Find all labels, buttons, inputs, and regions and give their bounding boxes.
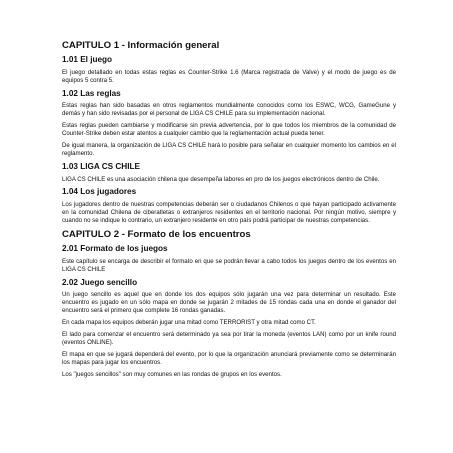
- section-1-03-heading: 1.03 LIGA CS CHILE: [62, 162, 140, 171]
- section-2-02-heading: 2.02 Juego sencillo: [62, 277, 138, 287]
- section-1-02-paragraph-2: Estas reglas pueden cambiarse y modificarse sin previa advertencia, por lo que todos los miembros de la comunidad de Counter-Strike deben estar atentos a cualquier cambio que la reglamentación actual pueda tener.: [62, 122, 396, 138]
- chapter-2-title: CAPITULO 2 - Formato de los encuentros: [62, 229, 251, 240]
- section-2-02-paragraph-2: En cada mapa los equipos deberán jugar una mitad como TERRORIST y otra mitad como CT.: [62, 319, 316, 327]
- section-2-02-paragraph-4: El mapa en que se jugará dependerá del evento, por lo que la organización anunciará previamente como se determinarán los mapas para jugar los encuentros.: [62, 351, 396, 367]
- section-1-03-paragraph: LIGA CS CHILE es una asociación chilena que desempeña labores en pro de los juegos electrónicos dentro de Chile.: [62, 175, 380, 183]
- chapter-1-title: CAPITULO 1 - Información general: [62, 40, 220, 51]
- section-1-04-heading: 1.04 Los jugadores: [62, 187, 137, 197]
- section-1-01-heading: 1.01 El juego: [62, 55, 113, 64]
- section-1-02-heading: 1.02 Las reglas: [62, 88, 121, 98]
- section-2-02-paragraph-3: El lado para comenzar el encuentro será determinado ya sea por tirar la moneda (eventos LAN) como por un knife round (eventos ONLINE).: [62, 331, 396, 347]
- section-1-04-paragraph: Los jugadores dentro de nuestras competencias deberán ser o ciudadanos Chilenos o que hayan participado activamente en la comunidad Chilena de ciberatletas o extranjeros residentes en el territorio nacional. Por ningún motivo, siempre y cuando no se indique lo contrario, un extranjero residente en otro país podrá participar de nuestras competencias.: [62, 200, 396, 225]
- section-1-01-paragraph: El juego detallado en todas estas reglas es Counter-Strike 1.6 (Marca registrada de Valve) y el modo de juego es de equipos 5 contra 5.: [62, 68, 396, 84]
- section-2-02-paragraph-1: Un juego sencillo es aquel que en donde los dos equipos sólo jugarán una vez para determinar un resultado. Este encuentro es jugado en un sólo mapa en donde se jugarán 2 mitades de 15 rondas cada una en donde el ganador del encuentro será el primero que complete 16 rondas ganadas.: [62, 291, 396, 315]
- section-2-02-paragraph-5: Los "juegos sencillos" son muy comunes en las rondas de grupos en los eventos.: [62, 371, 282, 378]
- section-2-01-heading: 2.01 Formato de los juegos: [62, 244, 168, 253]
- section-1-02-paragraph-1: Estas reglas han sido basadas en otros reglamentos mundialmente conocidos como los ESWC, WCG, GameGune y demás y han sido revisadas por el personal de LIGA CS CHILE para su implementación nacional.: [62, 102, 396, 118]
- section-2-01-paragraph: Este capítulo se encarga de describir el formato en que se podrán llevar a cabo todos los juegos dentro de los eventos en LIGA CS CHILE: [62, 257, 396, 273]
- section-1-02-paragraph-3: De igual manera, la organización de LIGA CS CHILE hará lo posible para señalar en cualquier momento los cambios en el reglamento.: [62, 142, 396, 158]
